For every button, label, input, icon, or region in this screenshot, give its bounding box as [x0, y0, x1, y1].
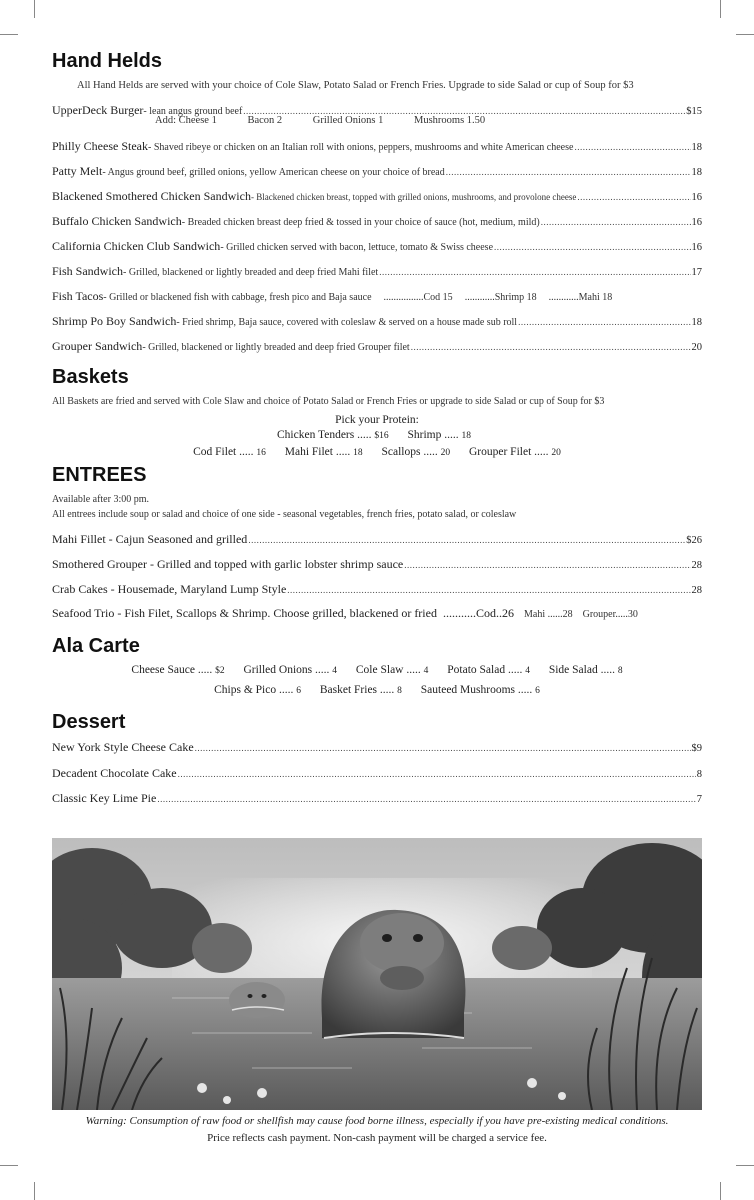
option-price: 16	[256, 448, 266, 458]
item-desc: - Blackened chicken breast, topped with grilled onions, mushrooms, and provolone cheese	[250, 192, 577, 202]
item-price: 20	[691, 342, 702, 353]
item-price: 18	[691, 142, 702, 153]
item-desc: - Fried shrimp, Baja sauce, covered with coleslaw & served on a house made sub roll	[176, 317, 518, 328]
baskets-note: All Baskets are fried and served with Cole Slaw and choice of Potato Salad or French Fries or upgrade to side Salad or cup of Soup for $3	[52, 396, 605, 407]
item-name: Seafood Trio - Fish Filet, Scallops & Shrimp. Choose grilled, blackened or fried	[52, 606, 437, 620]
option-price: 4	[525, 666, 530, 676]
item-desc: - Angus ground beef, grilled onions, yellow American cheese on your choice of bread	[102, 167, 445, 178]
item-desc: - Grilled, blackened or lightly breaded and deep fried Grouper filet	[142, 342, 410, 353]
menu-item	[52, 557, 702, 572]
price-note: Price reflects cash payment. Non-cash payment will be charged a service fee.	[207, 1132, 547, 1144]
hand-helds-note: All Hand Helds are served with your choice of Cole Slaw, Potato Salad or French Fries. Upgrade to side Salad or cup of Soup for $3	[77, 80, 634, 91]
side-option	[243, 664, 337, 676]
leader-dots	[404, 560, 690, 570]
option-price: 18	[461, 431, 471, 441]
item-price: $15	[686, 106, 702, 117]
addon: Grilled Onions 1	[312, 115, 384, 126]
menu-item-fish-tacos	[52, 289, 702, 304]
item-price: 8	[696, 769, 702, 780]
option-price: 4	[332, 666, 338, 676]
item-name: Patty Melt	[52, 164, 103, 178]
option-price: 18	[353, 448, 363, 458]
option-label: Mahi Filet .....	[284, 446, 354, 458]
side-option	[421, 684, 540, 696]
item-price: 16	[691, 242, 702, 253]
baskets-heading: Baskets	[52, 366, 129, 388]
item-price: $26	[686, 535, 702, 546]
item-name: Classic Key Lime Pie	[52, 791, 157, 805]
option-label: Cheese Sauce .....	[131, 664, 216, 676]
protein-row-2	[0, 446, 754, 458]
item-price: 17	[691, 267, 702, 278]
option-price: $2	[215, 666, 225, 676]
menu-item	[52, 164, 702, 179]
option-price: 20	[440, 448, 451, 458]
item-price: 16	[691, 192, 702, 203]
side-option	[356, 664, 428, 676]
crop-mark	[720, 1182, 721, 1200]
option-price: $16	[374, 431, 389, 441]
protein-option	[277, 429, 389, 441]
menu-item	[52, 740, 702, 755]
option-label: Cole Slaw .....	[355, 664, 424, 676]
item-price: $9	[691, 743, 702, 754]
crop-mark	[720, 0, 721, 18]
protein-option	[407, 429, 471, 441]
side-option	[447, 664, 530, 676]
item-desc: - Breaded chicken breast deep fried & tossed in your choice of sauce (hot, medium, mild)	[181, 217, 540, 228]
entrees-availability: Available after 3:00 pm.	[52, 494, 150, 505]
menu-item	[52, 214, 702, 229]
item-desc: - lean angus ground beef	[143, 106, 243, 117]
item-desc: - Grilled or blackened fish with cabbage, fresh pico and Baja sauce	[103, 292, 372, 303]
option-label: Grilled Onions .....	[243, 664, 333, 676]
side-option	[320, 684, 402, 696]
crop-mark	[34, 0, 35, 18]
item-price: 28	[691, 585, 702, 596]
item-price: 18	[691, 317, 702, 328]
item-name: Shrimp Po Boy Sandwich	[52, 314, 177, 328]
option-price: 8	[617, 666, 623, 676]
menu-item	[52, 314, 702, 329]
option-label: Grouper Filet .....	[468, 446, 552, 458]
taco-option: ............Shrimp 18	[464, 292, 537, 303]
health-warning: Warning: Consumption of raw food or shellfish may cause food borne illness, especially if you have pre-existing medical conditions.	[85, 1115, 669, 1127]
protein-option	[193, 446, 266, 458]
leader-dots	[178, 769, 696, 779]
leader-dots	[577, 192, 690, 202]
protein-row-1	[0, 429, 751, 441]
crop-mark	[736, 1165, 754, 1166]
item-name: Fish Tacos	[52, 289, 104, 303]
item-desc: - Grilled chicken served with bacon, lettuce, tomato & Swiss cheese	[220, 242, 494, 253]
option-price: 20	[551, 448, 561, 458]
item-name: Blackened Smothered Chicken Sandwich	[52, 189, 251, 203]
item-price: 7	[696, 794, 702, 805]
ala-carte-row-1	[0, 664, 754, 676]
option-price: 6	[535, 686, 540, 696]
menu-item	[52, 189, 702, 204]
item-name: California Chicken Club Sandwich	[52, 239, 221, 253]
leader-dots	[574, 142, 690, 152]
trio-grouper: Grouper.....30	[582, 609, 638, 620]
protein-option	[469, 446, 561, 458]
item-name: Grouper Sandwich	[52, 339, 143, 353]
addon: Mushrooms 1.50	[413, 115, 486, 126]
menu-item	[52, 264, 702, 279]
protein-option	[382, 446, 451, 458]
item-name: Philly Cheese Steak	[52, 139, 148, 153]
manatee-illustration	[52, 838, 702, 1110]
leader-dots	[379, 267, 690, 277]
option-price: 8	[397, 686, 402, 696]
side-option	[214, 684, 301, 696]
leader-dots	[248, 535, 685, 545]
leader-dots	[411, 342, 691, 352]
option-label: Scallops .....	[381, 446, 441, 458]
menu-item	[52, 532, 702, 547]
menu-item	[52, 139, 702, 154]
trio-mahi: Mahi ......28	[523, 609, 573, 620]
item-name: UpperDeck Burger	[52, 103, 144, 117]
entrees-heading: ENTREES	[52, 464, 147, 486]
item-name: New York Style Cheese Cake	[52, 740, 194, 754]
menu-item	[52, 582, 702, 597]
option-label: Side Salad .....	[548, 664, 618, 676]
option-label: Basket Fries .....	[319, 684, 398, 696]
item-desc: - Grilled, blackened or lightly breaded and deep fried Mahi filet	[123, 267, 379, 278]
leader-dots	[518, 317, 690, 327]
ala-carte-row-2	[0, 684, 754, 696]
item-name: Smothered Grouper - Grilled and topped with garlic lobster shrimp sauce	[52, 557, 404, 571]
side-option	[131, 664, 224, 676]
manatee-small	[229, 982, 285, 1018]
leader-dots	[287, 585, 690, 595]
crop-mark	[0, 34, 18, 35]
leader-dots	[446, 167, 691, 177]
item-price: 16	[691, 217, 702, 228]
crop-mark	[0, 1165, 18, 1166]
option-label: Chips & Pico .....	[214, 684, 297, 696]
hand-helds-heading: Hand Helds	[52, 50, 163, 72]
item-name: Buffalo Chicken Sandwich	[52, 214, 182, 228]
leader-dots	[157, 794, 695, 804]
side-option	[549, 664, 623, 676]
dessert-heading: Dessert	[52, 711, 126, 733]
option-price: 4	[423, 666, 429, 676]
burger-addons	[155, 115, 513, 126]
leader-dots	[494, 242, 690, 252]
menu-item	[52, 339, 702, 354]
leader-dots	[541, 217, 691, 227]
menu-item	[52, 766, 702, 781]
menu-item-seafood-trio	[52, 606, 702, 621]
item-price: 18	[691, 167, 702, 178]
addon: Bacon 2	[247, 115, 283, 126]
menu-item	[52, 239, 702, 254]
crop-mark	[736, 34, 754, 35]
menu-item	[52, 791, 702, 806]
protein-option	[285, 446, 363, 458]
item-price: 28	[691, 560, 702, 571]
crop-mark	[34, 1182, 35, 1200]
ala-carte-heading: Ala Carte	[52, 635, 140, 657]
item-name: Decadent Chocolate Cake	[52, 766, 177, 780]
taco-option: ................Cod 15	[383, 292, 453, 303]
option-label: Shrimp .....	[407, 429, 462, 441]
manatee-scene-svg	[52, 838, 702, 1110]
option-label: Sauteed Mushrooms .....	[420, 684, 536, 696]
option-label: Potato Salad .....	[447, 664, 526, 676]
option-label: Chicken Tenders .....	[277, 429, 375, 441]
pick-protein: Pick your Protein:	[335, 414, 419, 426]
item-name: Crab Cakes - Housemade, Maryland Lump Style	[52, 582, 287, 596]
entrees-note: All entrees include soup or salad and choice of one side - seasonal vegetables, french fries, potato salad, or coleslaw	[52, 509, 517, 520]
item-desc: - Shaved ribeye or chicken on an Italian roll with onions, peppers, mushrooms and white American cheese	[148, 142, 574, 153]
option-price: 6	[296, 686, 301, 696]
item-name: Fish Sandwich	[52, 264, 124, 278]
taco-option: ............Mahi 18	[548, 292, 613, 303]
item-name: Mahi Fillet - Cajun Seasoned and grilled	[52, 532, 248, 546]
trio-cod: ...........Cod..26	[442, 606, 514, 620]
leader-dots	[195, 743, 691, 753]
addon: Add: Cheese 1	[155, 115, 217, 126]
option-label: Cod Filet .....	[193, 446, 257, 458]
